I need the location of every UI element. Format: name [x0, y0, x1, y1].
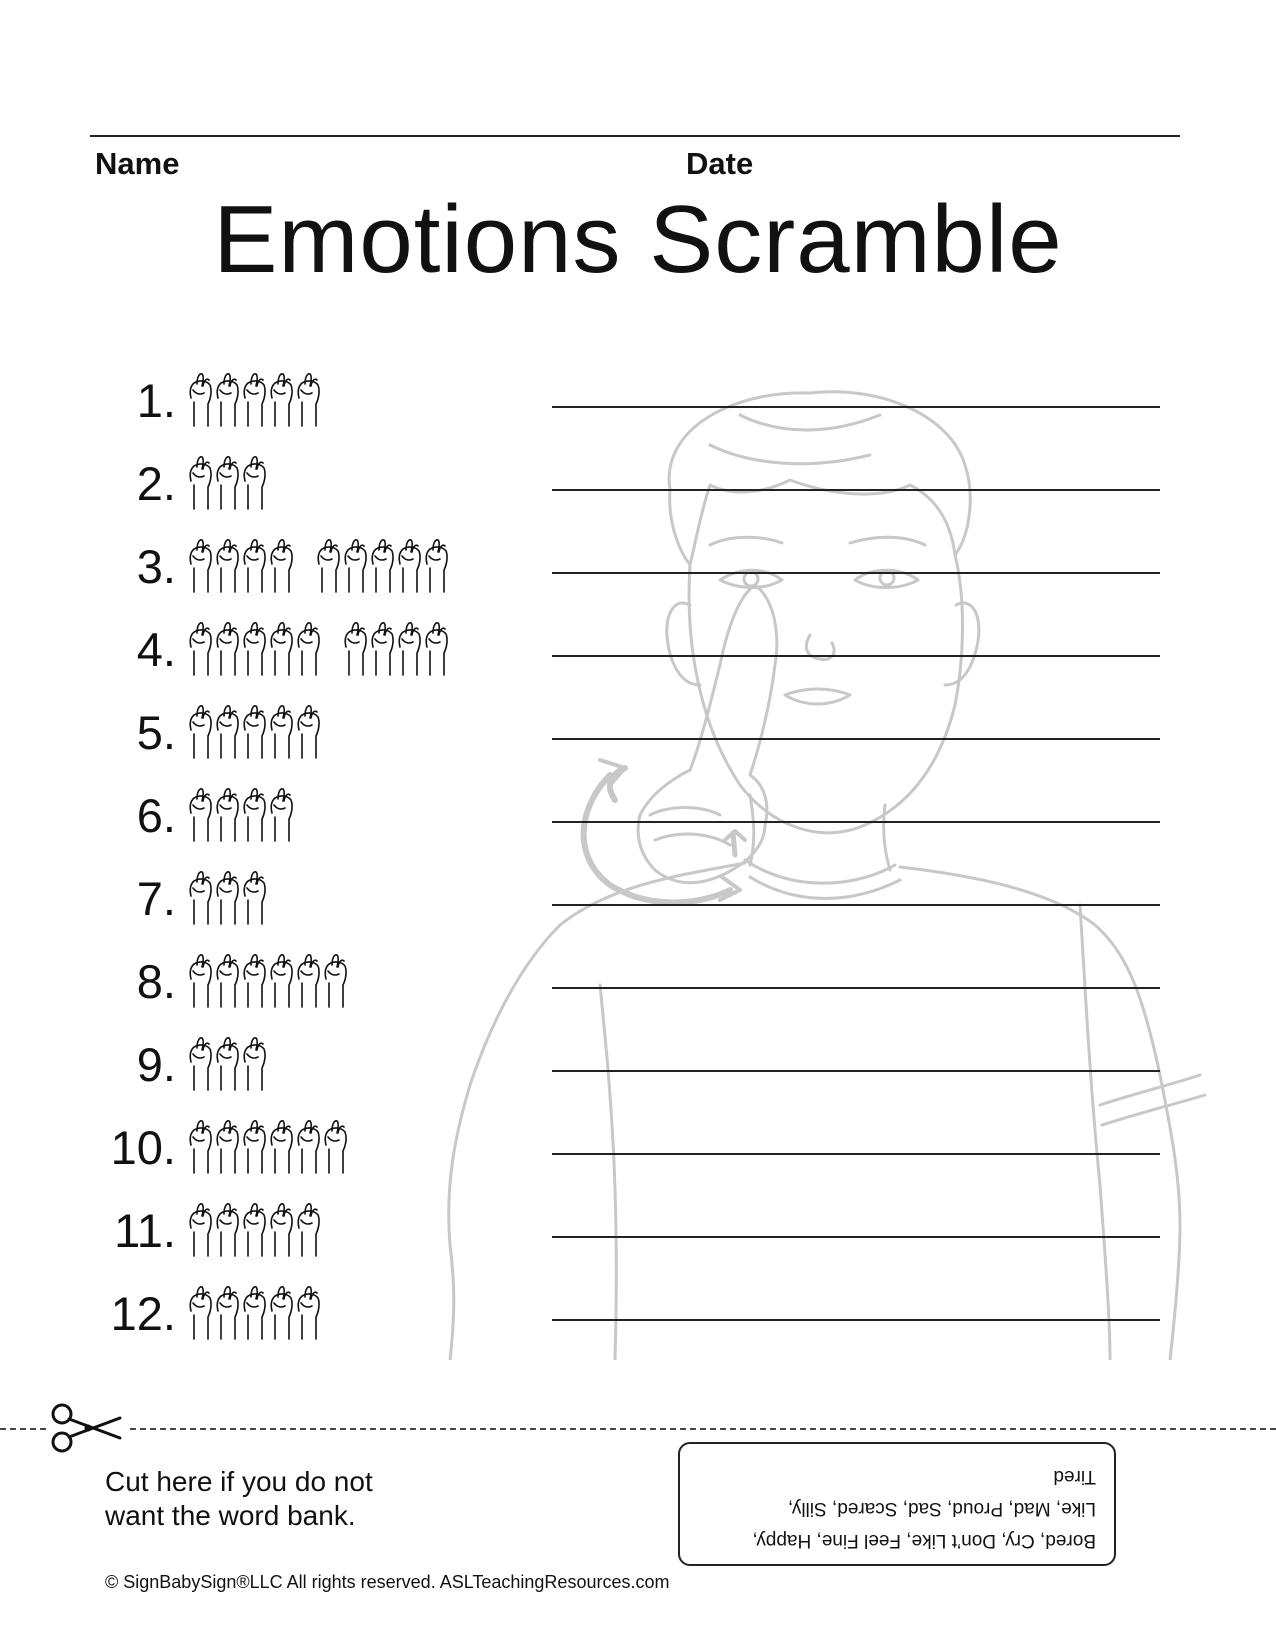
asl-handshape-icon: [217, 872, 238, 924]
asl-handshape-icon: [190, 1287, 211, 1339]
asl-handshape-icon: [298, 706, 319, 758]
top-rule: [90, 135, 1180, 137]
asl-handshape-icon: [372, 540, 393, 592]
asl-handshape-icon: [190, 706, 211, 758]
fingerspelled-word: [186, 700, 327, 762]
item-number: 8.: [136, 955, 176, 1008]
asl-handshape-icon: [325, 955, 346, 1007]
asl-handshape-icon: [271, 789, 292, 841]
item-number: 11.: [114, 1204, 176, 1257]
answer-line[interactable]: [552, 1153, 1160, 1155]
answer-line[interactable]: [552, 821, 1160, 823]
answer-line[interactable]: [552, 738, 1160, 740]
fingerspelled-word: [186, 1198, 327, 1260]
asl-handshape-icon: [244, 1287, 265, 1339]
fingerspelled-word: [186, 368, 327, 430]
fingerspelled-word: [186, 1281, 327, 1343]
asl-handshape-icon: [271, 706, 292, 758]
fingerspelled-word: [186, 1032, 273, 1094]
asl-handshape-icon: [244, 1204, 265, 1256]
asl-handshape-icon: [190, 623, 211, 675]
asl-handshape-icon: [190, 457, 211, 509]
word-bank: [678, 1442, 1116, 1566]
asl-handshape-icon: [298, 1121, 319, 1173]
asl-handshape-icon: [298, 1204, 319, 1256]
asl-handshape-icon: [217, 1287, 238, 1339]
asl-handshape-icon: [217, 706, 238, 758]
asl-handshape-icon: [217, 789, 238, 841]
asl-handshape-icon: [271, 1121, 292, 1173]
asl-handshape-icon: [298, 955, 319, 1007]
asl-handshape-icon: [244, 374, 265, 426]
fingerspelled-word: [186, 1115, 354, 1177]
item-number: 3.: [136, 540, 176, 593]
asl-handshape-icon: [399, 623, 420, 675]
asl-handshape-icon: [345, 623, 366, 675]
asl-handshape-icon: [190, 540, 211, 592]
fingerspelled-word: [186, 949, 354, 1011]
asl-handshape-icon: [217, 374, 238, 426]
asl-handshape-icon: [271, 1204, 292, 1256]
item-number: 5.: [136, 706, 176, 759]
asl-handshape-icon: [217, 1204, 238, 1256]
asl-handshape-icon: [244, 623, 265, 675]
answer-line[interactable]: [552, 987, 1160, 989]
fingerspelled-word: [186, 534, 455, 596]
name-label: Name: [95, 146, 180, 181]
item-number: 12.: [110, 1287, 176, 1340]
asl-handshape-icon: [426, 540, 447, 592]
asl-handshape-icon: [217, 457, 238, 509]
boy-signing-illustration: [410, 385, 1210, 1360]
asl-handshape-icon: [217, 1038, 238, 1090]
item-number: 9.: [136, 1038, 176, 1091]
answer-line[interactable]: [552, 1319, 1160, 1321]
cut-note-line2: want the word bank.: [105, 1500, 356, 1531]
item-number: 10.: [110, 1121, 176, 1174]
asl-handshape-icon: [190, 1038, 211, 1090]
asl-handshape-icon: [190, 789, 211, 841]
asl-handshape-icon: [372, 623, 393, 675]
asl-handshape-icon: [244, 706, 265, 758]
answer-line[interactable]: [552, 1236, 1160, 1238]
item-number: 1.: [136, 374, 176, 427]
asl-handshape-icon: [244, 789, 265, 841]
asl-handshape-icon: [271, 540, 292, 592]
answer-line[interactable]: [552, 904, 1160, 906]
asl-handshape-icon: [298, 374, 319, 426]
asl-handshape-icon: [190, 1204, 211, 1256]
asl-handshape-icon: [271, 374, 292, 426]
scissors-icon: [48, 1402, 126, 1454]
fingerspelled-word: [186, 783, 300, 845]
asl-handshape-icon: [217, 955, 238, 1007]
answer-line[interactable]: [552, 489, 1160, 491]
asl-handshape-icon: [244, 1038, 265, 1090]
answer-line[interactable]: [552, 572, 1160, 574]
fingerspelled-word: [186, 617, 455, 679]
fingerspelled-word: [186, 451, 273, 513]
cut-note: [105, 1465, 445, 1533]
asl-handshape-icon: [244, 872, 265, 924]
asl-handshape-icon: [244, 540, 265, 592]
date-label: Date: [686, 146, 754, 181]
asl-handshape-icon: [298, 1287, 319, 1339]
copyright: © SignBabySign®LLC All rights reserved. ASLTeachingResources.com: [105, 1572, 670, 1592]
item-number: 4.: [136, 623, 176, 676]
word-bank-line3: Tired: [1053, 1466, 1096, 1487]
asl-handshape-icon: [325, 1121, 346, 1173]
answer-line[interactable]: [552, 655, 1160, 657]
asl-handshape-icon: [271, 1287, 292, 1339]
cut-line: [0, 1428, 1276, 1430]
asl-handshape-icon: [217, 1121, 238, 1173]
item-number: 6.: [136, 789, 176, 842]
asl-handshape-icon: [190, 872, 211, 924]
asl-handshape-icon: [217, 623, 238, 675]
asl-handshape-icon: [271, 623, 292, 675]
page-title: Emotions Scramble: [213, 186, 1063, 293]
item-number: 7.: [136, 872, 176, 925]
asl-handshape-icon: [426, 623, 447, 675]
asl-handshape-icon: [244, 1121, 265, 1173]
asl-handshape-icon: [217, 540, 238, 592]
word-bank-line2: Like, Mad, Proud, Sad, Scared, Silly,: [787, 1498, 1096, 1519]
asl-handshape-icon: [244, 457, 265, 509]
asl-handshape-icon: [190, 1121, 211, 1173]
asl-handshape-icon: [271, 955, 292, 1007]
asl-handshape-icon: [298, 623, 319, 675]
asl-handshape-icon: [345, 540, 366, 592]
cut-note-line1: Cut here if you do not: [105, 1466, 373, 1497]
asl-handshape-icon: [244, 955, 265, 1007]
answer-line[interactable]: [552, 406, 1160, 408]
asl-handshape-icon: [190, 955, 211, 1007]
answer-line[interactable]: [552, 1070, 1160, 1072]
word-bank-line1: Bored, Cry, Don’t Like, Feel Fine, Happy,: [752, 1530, 1096, 1551]
asl-handshape-icon: [399, 540, 420, 592]
item-number: 2.: [136, 457, 176, 510]
fingerspelled-word: [186, 866, 273, 928]
asl-handshape-icon: [190, 374, 211, 426]
asl-handshape-icon: [318, 540, 339, 592]
